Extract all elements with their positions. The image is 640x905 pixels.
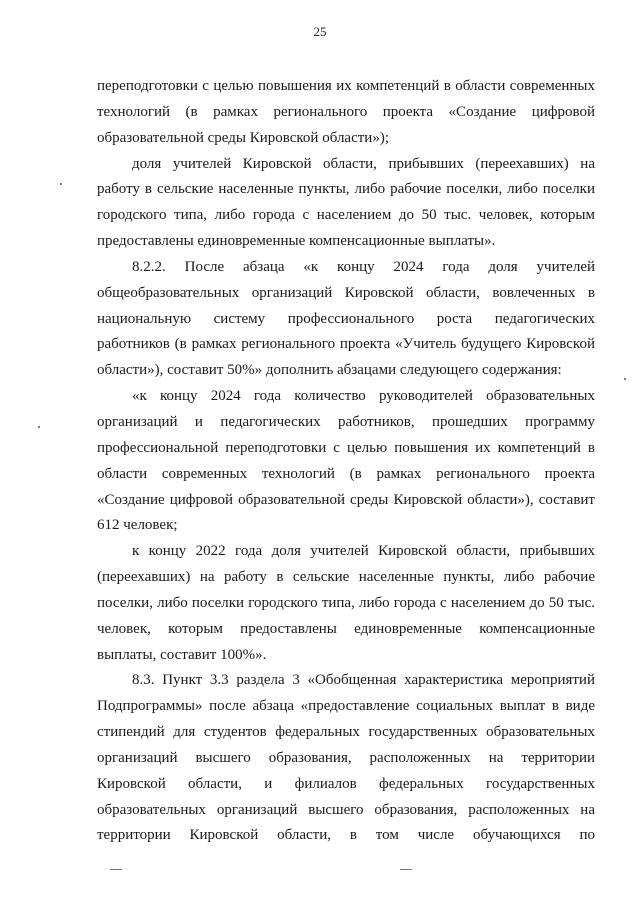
- footer-mark-right: [400, 869, 412, 870]
- paragraph-continuation: переподготовки с целью повышения их компетенций в области современных технологий (в рамках регионального проекта «Создание цифровой образовательной среды Кировской области»);: [97, 78, 595, 146]
- document-body: [97, 74, 595, 849]
- footer-mark-left: [110, 869, 122, 870]
- scan-speck: [38, 426, 40, 428]
- paragraph-8-3: 8.3. Пункт 3.3 раздела 3 «Обобщенная характеристика мероприятий Подпрограммы» после абзаца «предоставление социальных выплат в виде стипендий для студентов федеральных государственных образовательных организаций высшего образования, расположенных на территории Кировской области, и филиалов федеральных государственных образовательных организаций высшего образования, расположенных на территории Кировской области, в том числе обучающихся по: [97, 672, 595, 844]
- page-number: 25: [313, 24, 327, 39]
- paragraph-quote-teachers: к концу 2022 года доля учителей Кировской области, прибывших (переехавших) на работу в сельские населенные пункты, либо рабочие поселки, либо поселки городского типа, либо города с населением до 50 тыс. человек, которым предоставлены единовременные компенсационные выплаты, составит 100%».: [97, 543, 595, 663]
- scan-speck: [624, 378, 626, 380]
- scan-speck: [60, 183, 62, 185]
- paragraph-quote-managers: «к концу 2024 года количество руководителей образовательных организаций и педагогических работников, прошедших программу профессиональной переподготовки с целью повышения их компетенций в области современных технологий (в рамках регионального проекта «Создание цифровой образовательной среды Кировской области»), составит 612 человек;: [97, 388, 595, 534]
- paragraph-teachers-share: доля учителей Кировской области, прибывших (переехавших) на работу в сельские населенные пункты, либо рабочие поселки, либо поселки городского типа, либо города с населением до 50 тыс. человек, которым предоставлены единовременные компенсационные выплаты».: [97, 155, 595, 250]
- paragraph-8-2-2: 8.2.2. После абзаца «к концу 2024 года доля учителей общеобразовательных организаций Кировской области, вовлеченных в национальную систему профессионального роста педагогических работников (в рамках регионального проекта «Учитель будущего Кировской области»), составит 50%» дополнить абзацами следующего содержания:: [97, 258, 595, 379]
